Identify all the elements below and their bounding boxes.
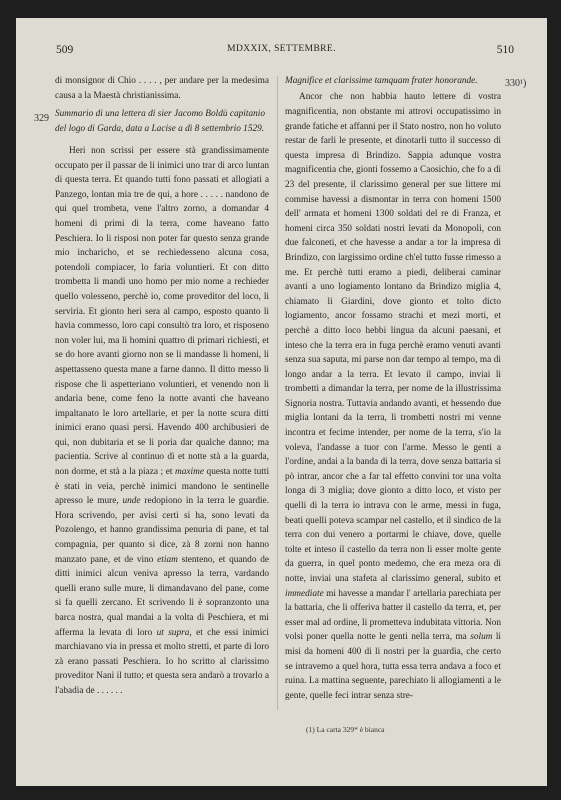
entry-number-left: 329 [34, 113, 49, 124]
footnote: (1) La carta 329* è bianca [306, 725, 385, 734]
page-number-left: 509 [56, 44, 74, 56]
left-summary: Summario di una lettera di sier Jacomo Boldù capitanio del logo di Garda, data a Lacise a dì 8 settembrio 1529. [55, 109, 265, 134]
entry-number-right: 330¹) [505, 78, 527, 89]
left-letter-body: Heri non scrissi per essere stà grandissimamente occupato per il passar de li inimici uno trar di arco luntan di questa terra. Et quando tutti fono passati et allogiati a Panzego, lontan mia tre de qui, a hore . . . . . nandono de qui quel trombeta, vene l'altro zorno, a domandar 4 homeni di primi di la terra, come haveano fatto Peschiera. Io li risposi non poter far questo senza grande mio incharicho, et se rechiedesseno alcuna cosa, potendoli compiacer, lo faria voluntieri. Et con ditto trombetta li mandi uno homo per mio nome a rechieder quello volesseno, perchè io, come proveditor del loco, li serviria. Et gionto heri sera al campo, esposto quanto li havia commesso, loro capi consultò tra loro, et risposeno non voler lui, ma li homini quattro di primari richiesti, et se do hore avanti giorno non se li mandasse li homeni, li aspettasseno questa mane a farne danno. Il ditto messo li rispose che li aspetteriano voluntieri, et venendo non li andaria bene, come feno la notte avanti che haveano impaltanato le loro artellarie, et per la notte scura ditti inimici erano quasi persi. Havendo 400 archibusieri de qui, non dubitaria et se li poria dar qualche danno; ma pacientia. Scrive al continuo dì et notte stà a la guarda, non dorme, et stà a la piaza ; et maxime questa notte tutti è stati in veia, perchè inimici mandono le sentinelle apresso le mure, unde redopiono in la terra le guardie. Hora scrivendo, per avisi certi si ha, sono levati da Pozolengo, et hanno grandissima penuria di pane, et tal compagnia, per quanto si dice, zà 8 zorni non hanno manzato pane, et de vino etiam stenteno, et quando de ditti inimici alcun veniva apresso la terra, vardando quelli erano sulle mure, li dimandavano del pane, come si fa quelli zercano. Et scrivendo li è sopranzonto una barca nostra, qual mandai a la volta di Peschiera, et mi afferma la levata di loro ut supra, et che essi inimici marchiavano via in pressa et molto stretti, et parte di loro zà erano passati Peschiera. Io ho scritto al clarissimo proveditor Nani il tutto; et questa sera andarò a trovarlo a l'abadia de . . . . . . [55, 146, 270, 696]
right-letter-body: Ancor che non habbia hauto lettere di vostra magnificentia, non obstante mi attrovi occupatissimo in grande fatiche et affanni per il Stato nostro, non ho voluto restar de farli le presente, et dinotarli tutto il successo di questa impresa di Brindizo. Sappia adunque vostra magnificentia che, gionti fossemo a Caosichio, che fo a dì 23 del presente, il clarissimo general per sue littere mi commise havessi a dismontar in terra con homeni 1500 dell' armata et homeni 1300 soldati del re di Franza, et homeni circa 350 soldati nostri levati da Monopoli, con due falconeti, et che havesse a andar a tor la impresa di Brindizo, con largissimo ordine ch'el tutto fusse rimesso a me. Et perchè tutti eramo a piedi, deliberai caminar avanti a uno logiamento lontano da Brindizo miglia 4, chiamato li Giardini, dove gionto et tolto dicto logiamento, ancor fossamo strachi et mezi morti, et perchè a ditto loco hebbi lingua da alcuni paesani, et inteso che la terra era in fuga perchè eramo venuti avanti senza sua saputa, mi parse non dar tempo al tempo, ma di longo andar a la terra. Et levato il campo, inviai li trombetti a dimandar la terra, per nome de la illustrissima Signoria nostra. Tuttavia andando avanti, et hessendo due miglia lontani da la terra, li trombetti nostri mi venne incontra et fecime intender, per nome de la terra, s'io la voleva, l'andasse a tuor con l'arme. Messo le genti a l'ordine, andai a la banda di la terra, dove senza battaria si pò intrar, ancor che a far tal effetto convini tor una volta longa di 3 miglia; dove gionto a ditto loco, et visto per quelli di la terra io intrava con le arme, messi in fuga, beati quelli poteva scampar nel castello, et il sindico de la terra con dui venero a portarmi le chiave, dove, quelle tolte et inteso il castello da terra non li esser molte gente da guerra, in quel ponto medemo, che era meza ora di notte, inviai una stafeta al clarissimo general, subito et immediate mi havesse a mandar l' artellaria parechiata per la battaria, che li offeriva batter il castello da terra, et, per esser mal ad ordine, li prometteva indubitata vittoria. Non volsi poner quella notte le genti nella terra, ma solum li misi da homeni 400 di li nostri per la guardia, che certo se intravemo a quel hora, tutta essa terra andava a foco et ruina. La mattina seguente, parechiato li allogiamenti a le gente, quelle feci intrar senza stre- [285, 92, 502, 701]
page-number-right: 510 [496, 44, 514, 56]
left-column [55, 74, 269, 699]
right-salutation: Magnifice et clarissime tamquam frater honorande. [285, 76, 478, 86]
right-column [285, 74, 501, 703]
page-sheet [16, 18, 547, 786]
running-title: MDXXIX, SETTEMBRE. [227, 44, 336, 54]
left-top-lines: di monsignor di Chio . . . . , per andare per la medesima causa a la Maestà christianissima. [55, 76, 269, 101]
column-divider [277, 76, 278, 710]
